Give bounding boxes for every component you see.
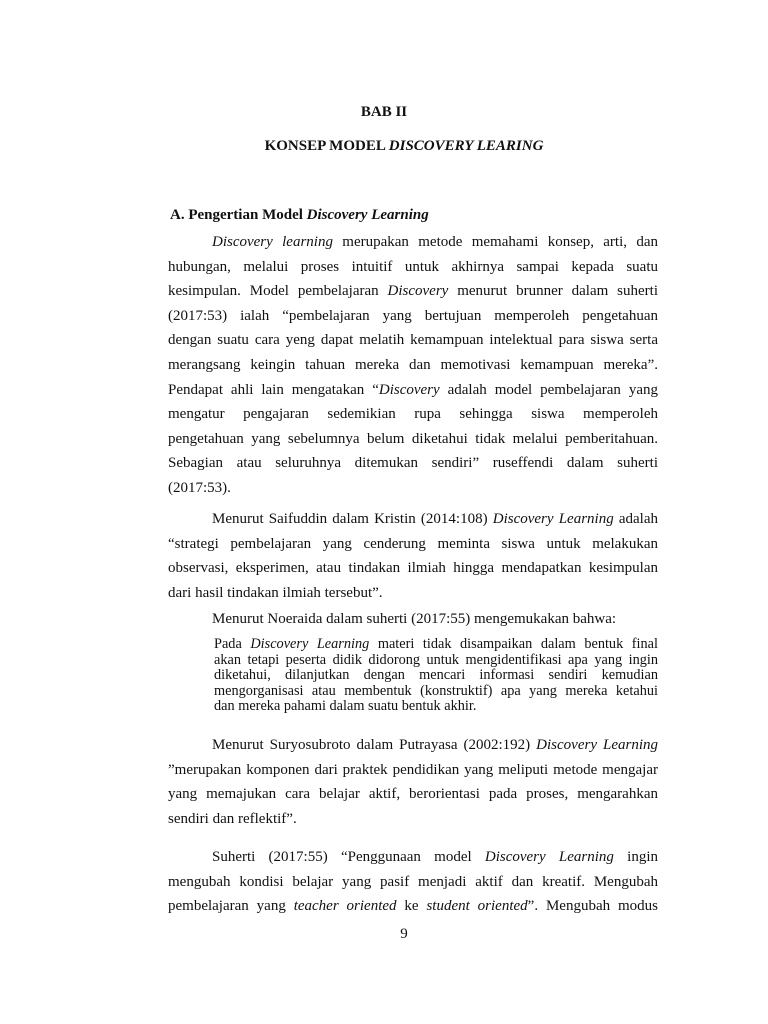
p1-line: pengetahuan yang sebelumnya belum diketahui tidak melalui pemberitahuan. (168, 430, 658, 447)
p1-text: adalah model pembelajaran yang (439, 381, 658, 398)
p1-line: merangsang keingin tahuan mereka dan memotivasi kemampuan mereka”. (168, 356, 658, 373)
quote-line (214, 637, 658, 653)
p5-line: mengubah kondisi belajar yang pasif menjadi aktif dan kreatif. Mengubah (168, 873, 658, 890)
quote-line: mengorganisasi atau membentuk (konstruktif) apa yang mereka ketahui (214, 683, 658, 699)
p5-italic-term: teacher oriented (293, 898, 397, 915)
quote-line: dan mereka pahami dalam suatu bentuk akhir. (214, 699, 477, 715)
p4-text: Menurut Suryosubroto dalam Putrayasa (2002:192) (212, 737, 537, 753)
paragraph-4 (168, 733, 658, 831)
chapter-number: BAB II (360, 104, 408, 120)
p5-italic-term: Discovery Learning (484, 849, 614, 865)
p1-italic-term: Discovery (387, 283, 449, 300)
p5-text: Suherti (2017:55) “Penggunaan model (212, 849, 485, 865)
section-heading (170, 207, 429, 224)
p5-italic-term: student oriented (426, 898, 528, 915)
p1-italic-term: Discovery learning (212, 234, 333, 250)
chapter-title-italic: DISCOVERY LEARING (388, 138, 544, 154)
p3-line: Menurut Noeraida dalam suherti (2017:55) mengemukakan bahwa: (212, 611, 617, 627)
p5-text: ke (396, 898, 427, 915)
quote-text: Pada (214, 637, 251, 652)
p1-text: kesimpulan. Model pembelajaran (168, 283, 388, 300)
p1-line: mengatur pengajaran sedemikian rupa sehingga siswa memperoleh (168, 406, 658, 423)
p1-line: Sebagian atau seluruhnya ditemukan sendiri” ruseffendi dalam suherti (168, 455, 658, 472)
quote-italic-term: Discovery Learning (250, 637, 370, 652)
p1-line: hubungan, melalui proses intuitif untuk akhirnya sampai kepada suatu (168, 258, 658, 275)
p2-italic-term: Discovery Learning (492, 511, 614, 527)
p2-line: “strategi pembelajaran yang cenderung meminta siswa untuk melakukan (168, 535, 658, 552)
p2-line (168, 507, 658, 532)
p5-text: pembelajaran yang (168, 898, 294, 915)
quote-line: akan tetapi peserta didik didorong untuk mengidentifikasi apa yang ingin (214, 652, 658, 668)
paragraph-2 (168, 507, 658, 605)
p2-text: adalah (613, 511, 658, 527)
p1-italic-term: Discovery (378, 381, 440, 398)
section-label: A. Pengertian Model (170, 207, 307, 223)
paragraph-3 (168, 607, 658, 632)
block-quote (214, 637, 658, 715)
p4-italic-term: Discovery Learning (536, 737, 658, 753)
p1-line: (2017:53). (168, 479, 231, 496)
section-label-italic: Discovery Learning (306, 207, 429, 223)
p2-line: observasi, eksperimen, atau tindakan ilmiah hingga mendapatkan kesimpulan (168, 560, 658, 577)
page-number: 9 (400, 926, 408, 942)
p4-line: yang memajukan cara belajar aktif, berorientasi pada proses, mengarahkan (168, 786, 658, 803)
p2-line: dari hasil tindakan ilmiah tersebut”. (168, 584, 383, 601)
p4-line: sendiri dan reflektif”. (168, 810, 297, 827)
p5-text: ingin (613, 849, 658, 865)
p1-line (168, 378, 658, 403)
p1-line: (2017:53) ialah “pembelajaran yang bertujuan memperoleh pengetahuan (168, 307, 658, 324)
p1-line: dengan suatu cara yeng dapat melatih kemampuan intelektual para siswa serta (168, 332, 658, 349)
p5-text: ”. Mengubah modus (527, 898, 658, 915)
p4-line (168, 733, 658, 758)
p1-text: Pendapat ahli lain mengatakan “ (168, 381, 379, 398)
p1-line (168, 279, 658, 304)
p1-line (168, 230, 658, 255)
paragraph-5 (168, 845, 658, 919)
paragraph-1 (168, 230, 658, 501)
quote-line: diketahui, dilanjutkan dengan mencari informasi sendiri kemudian (214, 668, 658, 684)
chapter-title (0, 138, 768, 155)
p5-line (168, 845, 658, 870)
chapter-title-prefix: KONSEP MODEL (264, 138, 389, 154)
p2-text: Menurut Saifuddin dalam Kristin (2014:108) (212, 511, 493, 527)
p5-line (168, 894, 658, 919)
p1-text: menurut brunner dalam suherti (448, 283, 658, 300)
p4-line: ”merupakan komponen dari praktek pendidikan yang meliputi metode mengajar (168, 761, 658, 778)
p1-text: merupakan metode memahami konsep, arti, dan (332, 234, 658, 250)
quote-text: materi tidak disampaikan dalam bentuk final (369, 637, 658, 652)
